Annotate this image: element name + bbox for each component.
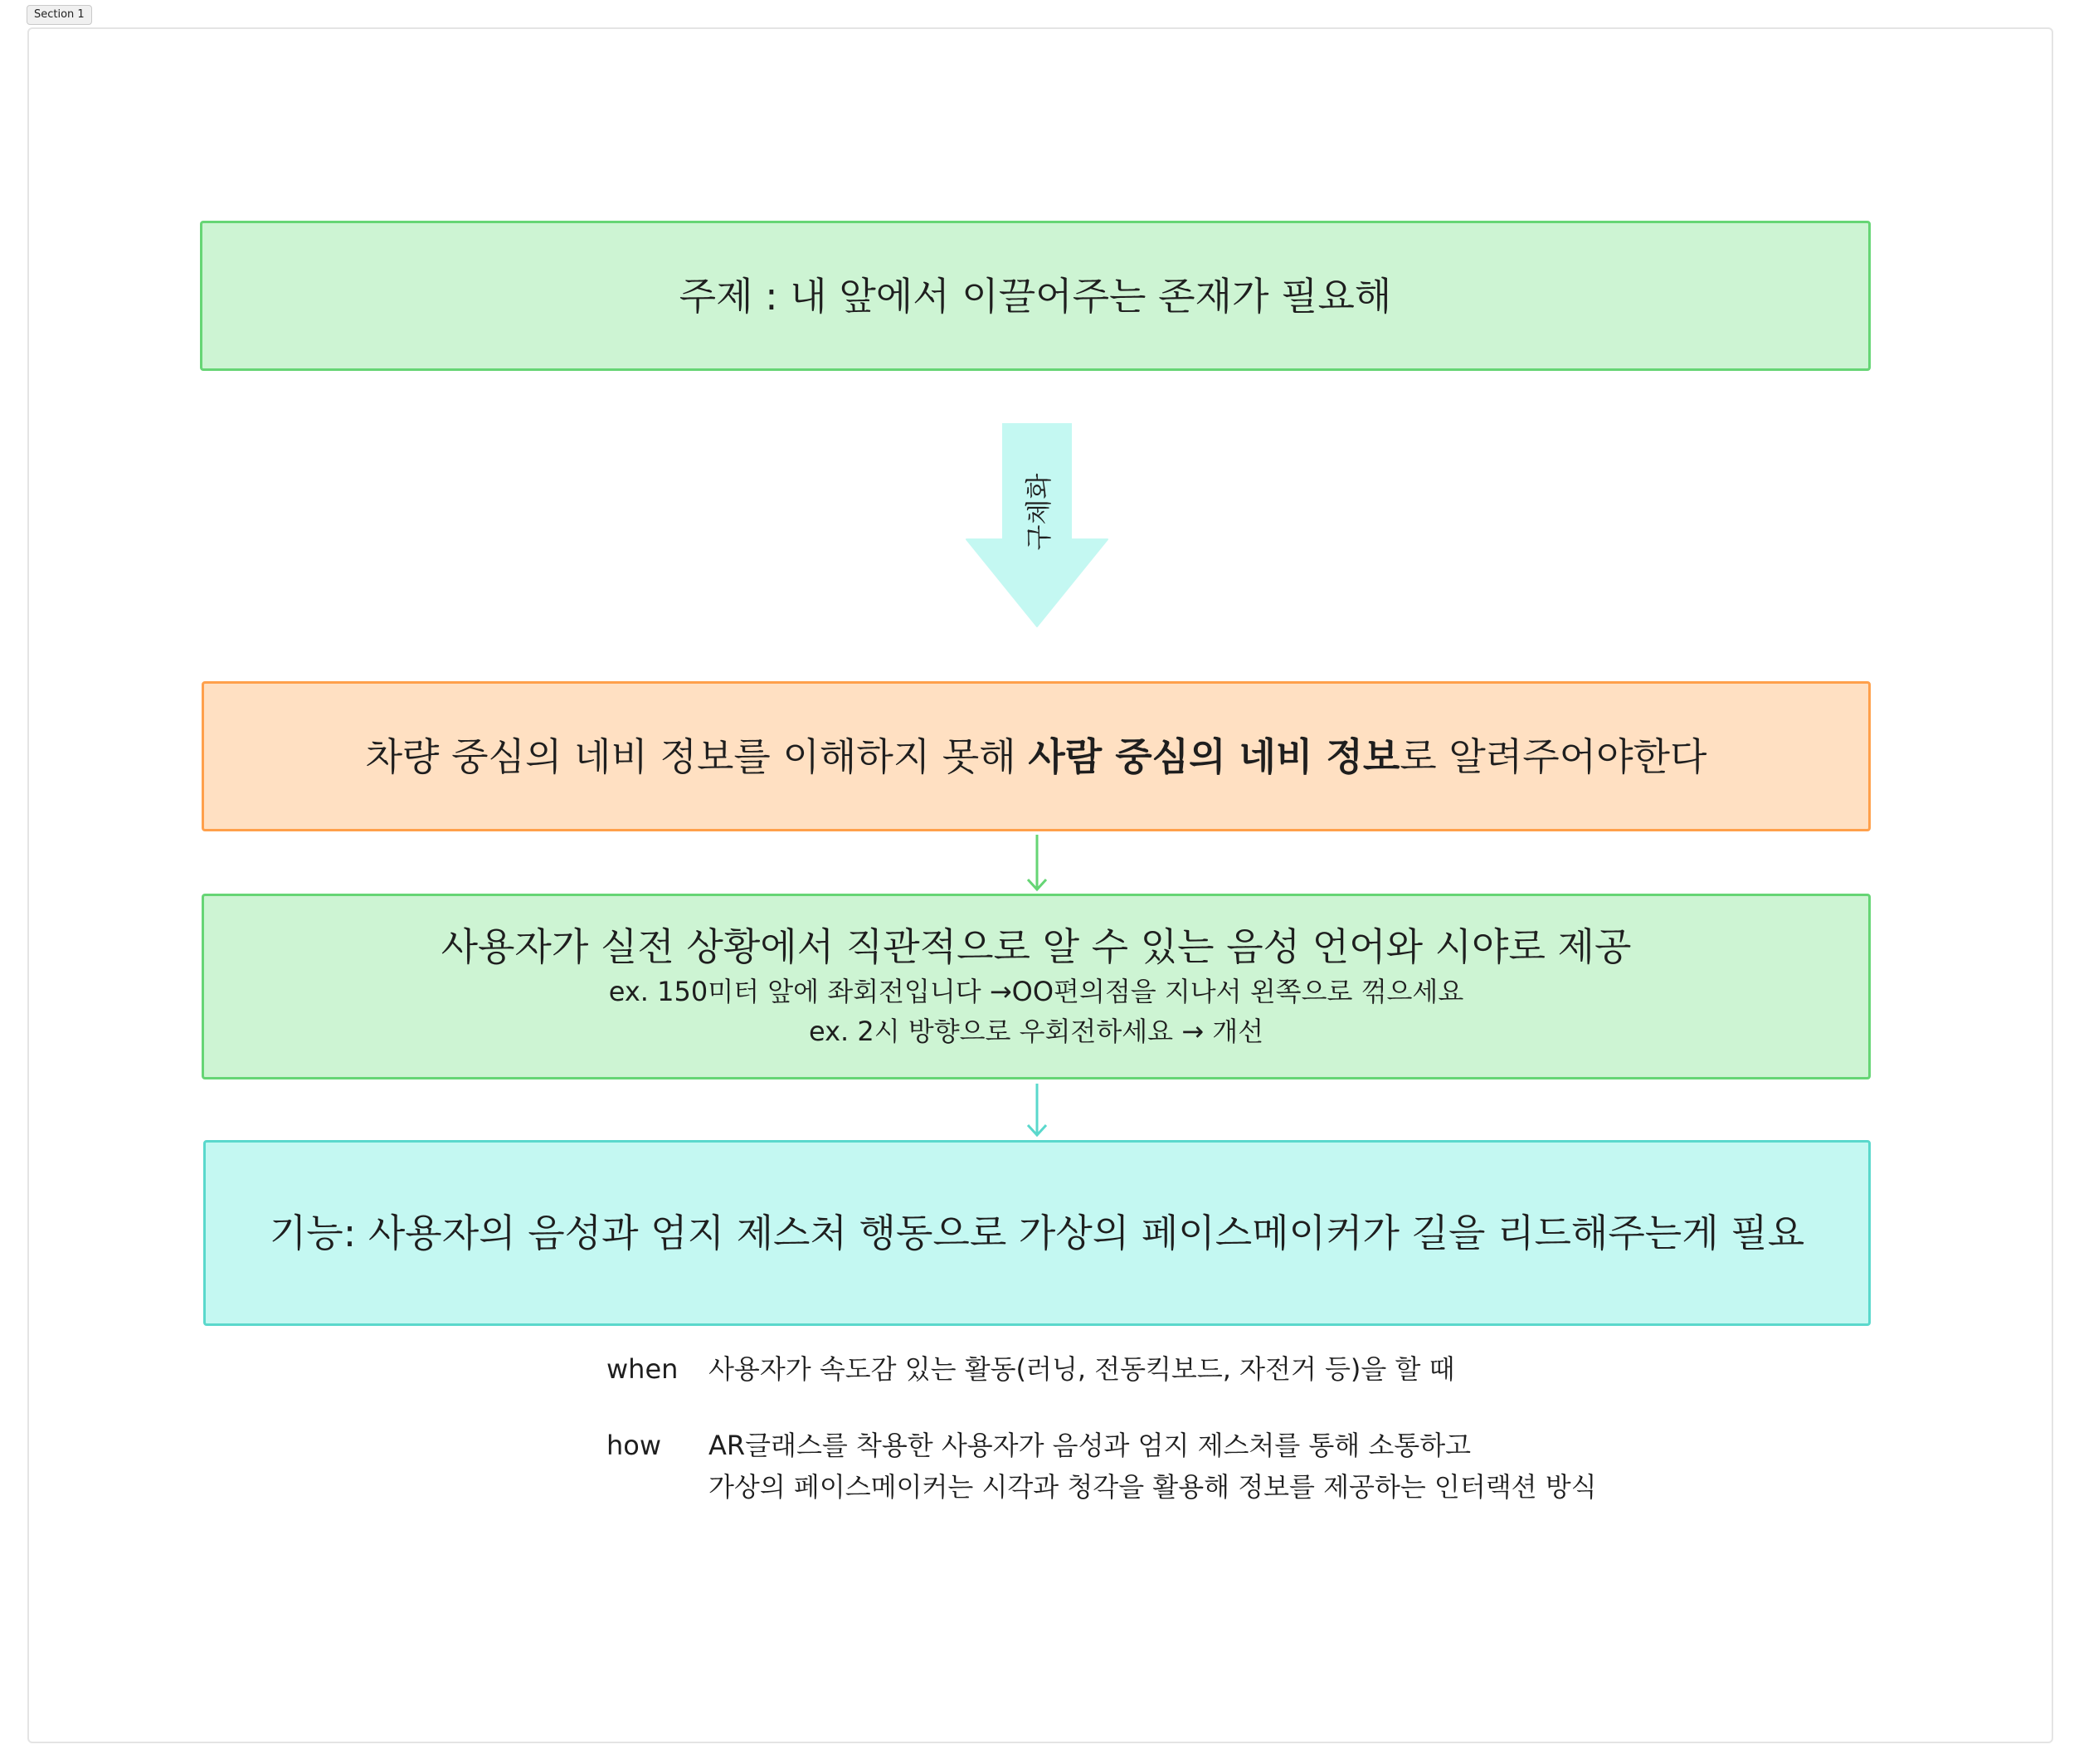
connector-arrow-2[interactable] bbox=[1020, 1082, 1054, 1138]
when-label: when bbox=[606, 1353, 679, 1385]
how-label: how bbox=[606, 1430, 662, 1461]
feature-text: 기능: 사용자의 음성과 엄지 제스처 행동으로 가상의 페이스메이커가 길을 리드해주는게 필요 bbox=[269, 1211, 1805, 1255]
how-line-1: AR글래스를 착용한 사용자가 음성과 엄지 제스처를 통해 소통하고 bbox=[708, 1430, 1472, 1461]
section-label[interactable]: Section 1 bbox=[27, 5, 92, 25]
problem-text bbox=[366, 732, 1707, 782]
how-line-2: 가상의 페이스메이커는 시각과 청각을 활용해 정보를 제공하는 인터랙션 방식 bbox=[708, 1471, 1597, 1503]
when-text: 사용자가 속도감 있는 활동(러닝, 전동킥보드, 자전거 등)을 할 때 bbox=[708, 1353, 1455, 1385]
problem-box[interactable] bbox=[202, 681, 1871, 831]
topic-text: 주제 : 내 앞에서 이끌어주는 존재가 필요해 bbox=[679, 273, 1392, 319]
how-row bbox=[606, 1425, 1597, 1508]
connector-arrow-1[interactable] bbox=[1020, 833, 1054, 893]
solution-example-2: ex. 2시 방향으로 우회전하세요 → 개선 bbox=[808, 1016, 1264, 1047]
notes-block[interactable] bbox=[606, 1348, 1597, 1508]
problem-text-after: 로 알려주어야한다 bbox=[1400, 733, 1707, 779]
problem-text-bold: 사람 중심의 네비 정보 bbox=[1028, 733, 1400, 779]
solution-box[interactable] bbox=[202, 894, 1871, 1079]
arrow-label: 구체화 bbox=[1023, 473, 1054, 551]
solution-example-1: ex. 150미터 앞에 좌회전입니다 →OO편의점을 지나서 왼쪽으로 꺾으세요 bbox=[608, 976, 1464, 1007]
problem-text-before: 차량 중심의 네비 정보를 이해하지 못해 bbox=[365, 733, 1029, 779]
when-row bbox=[606, 1348, 1597, 1390]
feature-box[interactable] bbox=[203, 1140, 1871, 1326]
solution-title: 사용자가 실전 상황에서 직관적으로 알 수 있는 음성 언어와 시야로 제공 bbox=[441, 924, 1632, 969]
topic-box[interactable] bbox=[200, 221, 1871, 371]
